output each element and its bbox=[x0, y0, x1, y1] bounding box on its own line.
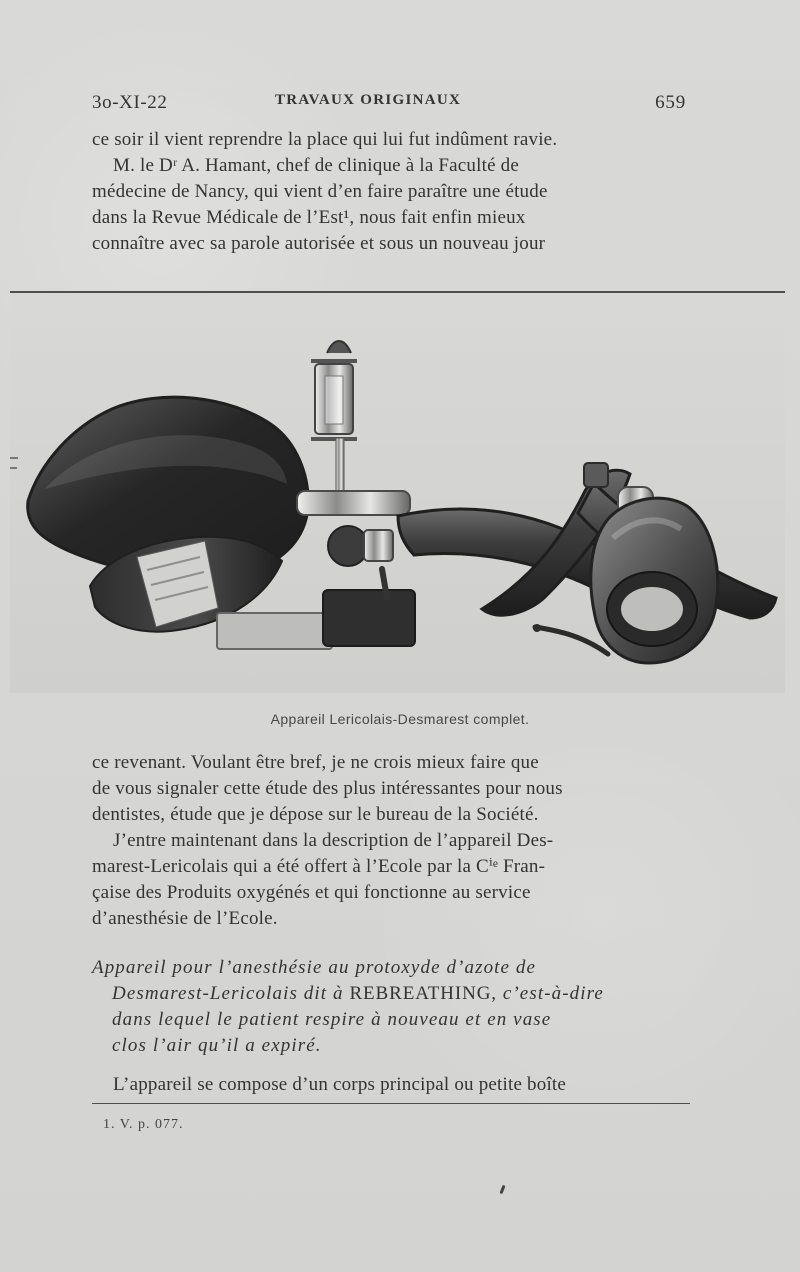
face-mask-opening bbox=[621, 587, 683, 631]
header-title: TRAVAUX ORIGINAUX bbox=[275, 92, 462, 108]
heading-line: Appareil pour l’anesthésie au protoxyde d’azote de bbox=[92, 957, 537, 978]
text-line: dentistes, étude que je dépose sur le bureau de la Société. bbox=[92, 804, 539, 825]
connector-block bbox=[364, 530, 393, 561]
heading-rebreathing: REBREATHING, bbox=[349, 983, 497, 1004]
footnote: 1. V. p. 077. bbox=[103, 1117, 184, 1132]
text-line: connaître avec sa parole autorisée et sous un nouveau jour bbox=[92, 233, 546, 254]
page-header bbox=[92, 92, 686, 120]
apparatus-figure bbox=[10, 291, 785, 693]
page-number: 659 bbox=[655, 92, 686, 113]
text-line: J’entre maintenant dans la description de l’appareil Des- bbox=[113, 830, 554, 851]
flowmeter-stem bbox=[336, 438, 344, 496]
closing-line bbox=[92, 1072, 690, 1098]
text-line: ce soir il vient reprendre la place qui lui fut indûment ravie. bbox=[92, 129, 558, 150]
text-line: M. le Dʳ A. Hamant, chef de clinique à la Faculté de bbox=[113, 155, 520, 176]
figure-caption: Appareil Lericolais-Desmarest complet. bbox=[270, 711, 530, 727]
upper-valve bbox=[584, 463, 608, 487]
text-line: dans la Revue Médicale de l’Est¹, nous fait enfin mieux bbox=[92, 207, 526, 228]
heading-line: clos l’air qu’il a expiré. bbox=[112, 1035, 322, 1056]
apparatus-illustration bbox=[10, 293, 785, 693]
footnote-rule bbox=[92, 1103, 690, 1104]
italic-heading-block bbox=[92, 955, 690, 1059]
strap-end bbox=[533, 624, 541, 632]
text-line: d’anesthésie de l’Ecole. bbox=[92, 908, 278, 929]
text-line: ce revenant. Voulant être bref, je ne crois mieux faire que bbox=[92, 752, 539, 773]
text-line: L’appareil se compose d’un corps principal ou petite boîte bbox=[113, 1074, 567, 1095]
text-line: de vous signaler cette étude des plus intéressantes pour nous bbox=[92, 778, 563, 799]
control-box bbox=[323, 590, 415, 646]
heading-line-mixed bbox=[92, 981, 690, 1007]
flowmeter-glass bbox=[325, 376, 343, 424]
text-line: médecine de Nancy, qui vient d’en faire paraître une étude bbox=[92, 181, 548, 202]
middle-paragraph-block bbox=[92, 750, 690, 932]
text-line: marest-Lericolais qui a été offert à l’Ecole par la Cⁱᵉ Fran- bbox=[92, 856, 546, 877]
top-paragraph-block bbox=[92, 127, 690, 257]
valve-assembly bbox=[297, 491, 410, 515]
text-line: çaise des Produits oxygénés et qui fonctionne au service bbox=[92, 882, 531, 903]
header-date: 3o-XI-22 bbox=[92, 92, 168, 113]
heading-line: dans lequel le patient respire à nouveau et en vase bbox=[112, 1009, 552, 1030]
print-speck bbox=[499, 1185, 505, 1194]
heading-line-part: Desmarest-Lericolais dit à bbox=[112, 983, 344, 1004]
base-stand bbox=[217, 613, 332, 649]
heading-line-part: c’est-à-dire bbox=[502, 983, 604, 1004]
valve-knob bbox=[328, 526, 368, 566]
